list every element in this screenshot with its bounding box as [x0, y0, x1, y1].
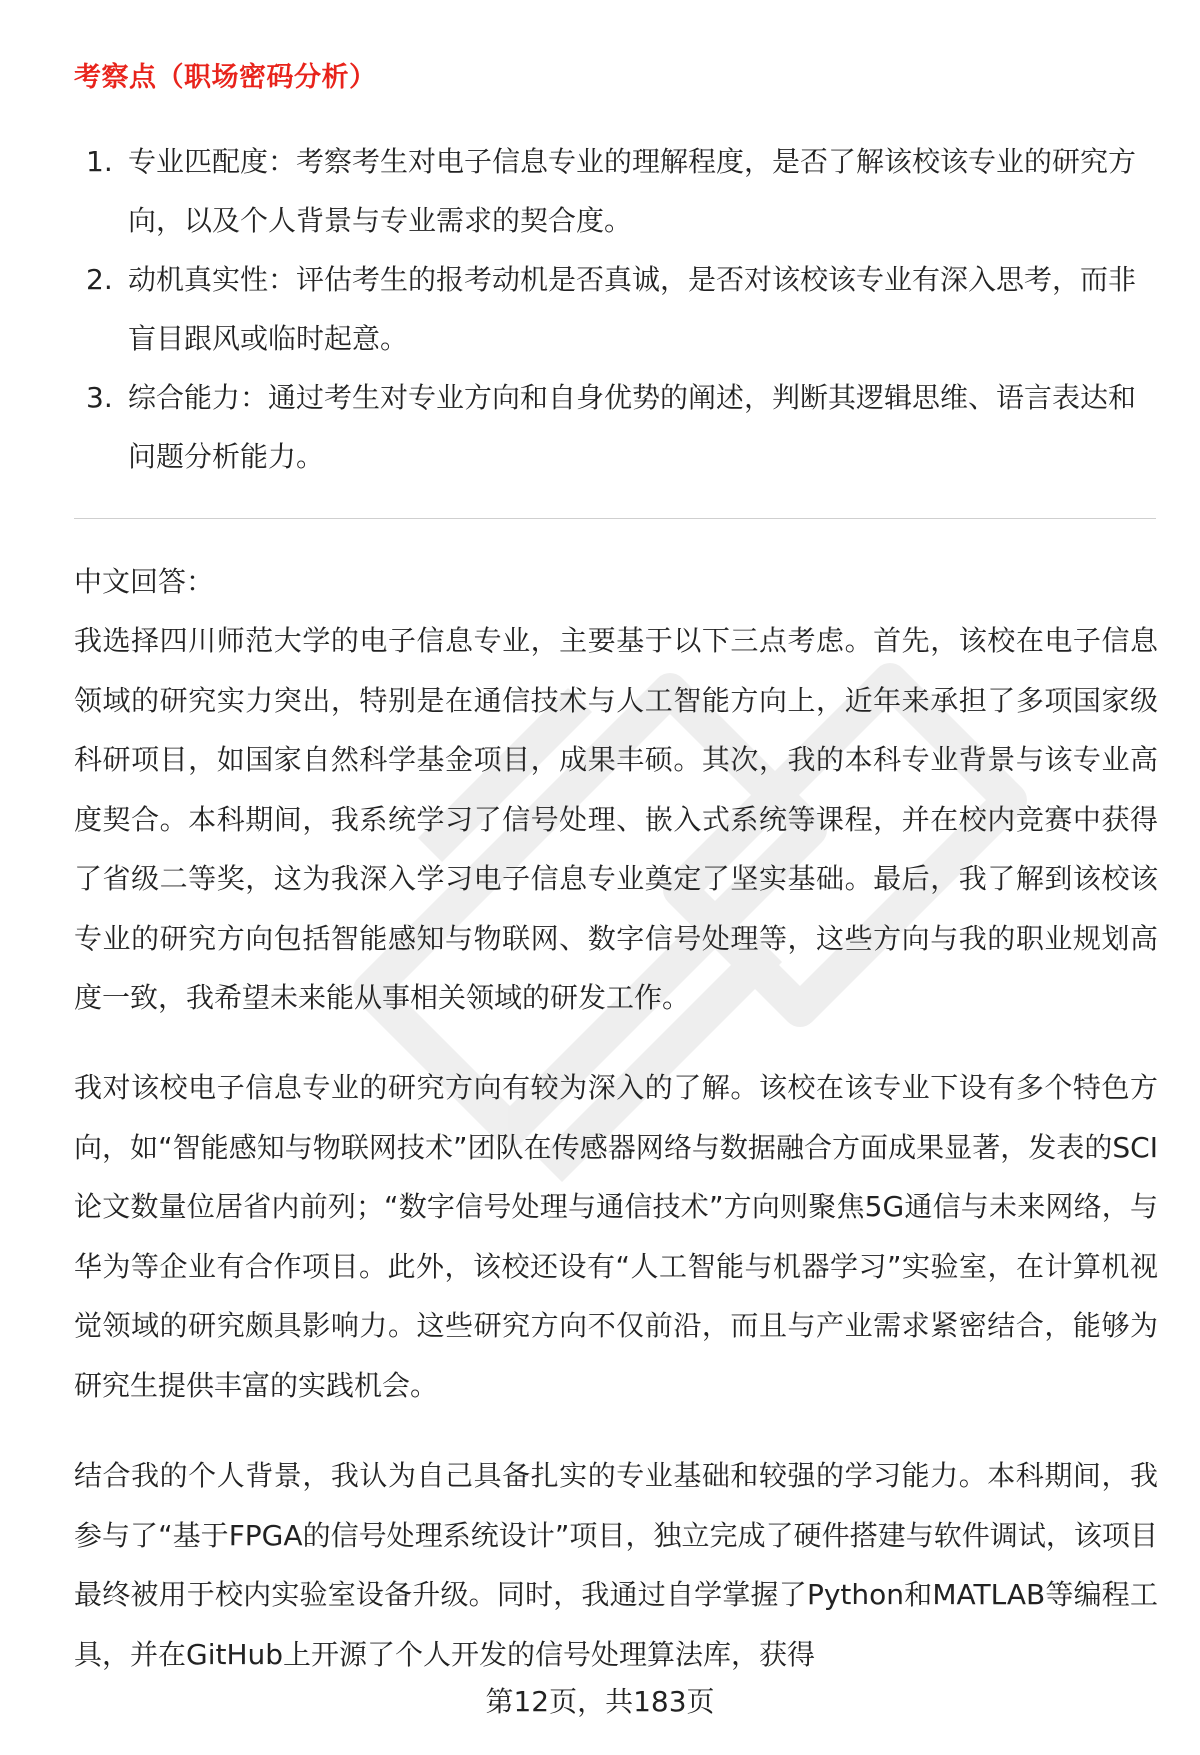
list-item-text: 综合能力：通过考生对专业方向和自身优势的阐述，判断其逻辑思维、语言表达和问题分析能力。 — [128, 381, 1137, 473]
list-item — [74, 368, 1154, 486]
answer-label: 中文回答： — [74, 565, 215, 598]
page-number-footer: 第12页，共183页 — [485, 1685, 715, 1718]
evaluation-points-list — [74, 132, 1154, 486]
list-item-number: 2. — [86, 263, 113, 296]
list-item-text: 专业匹配度：考察考生对电子信息专业的理解程度，是否了解该校该专业的研究方向，以及个人背景与专业需求的契合度。 — [128, 145, 1137, 237]
section-divider — [74, 518, 1156, 519]
section-heading: 考察点（职场密码分析） — [74, 62, 377, 93]
list-item — [74, 132, 1154, 250]
answer-paragraph: 我对该校电子信息专业的研究方向有较为深入的了解。该校在该专业下设有多个特色方向，如“智能感知与物联网技术”团队在传感器网络与数据融合方面成果显著，发表的SCI论文数量位居省内前列；“数字信号处理与通信技术”方向则聚焦5G通信与未来网络，与华为等企业有合作项目。此外，该校还设有“人工智能与机器学习”实验室，在计算机视觉领域的研究颇具影响力。这些研究方向不仅前沿，而且与产业需求紧密结合，能够为研究生提供丰富的实践机会。 — [74, 1071, 1158, 1402]
answer-paragraph: 结合我的个人背景，我认为自己具备扎实的专业基础和较强的学习能力。本科期间，我参与了“基于FPGA的信号处理系统设计”项目，独立完成了硬件搭建与软件调试，该项目最终被用于校内实验室设备升级。同时，我通过自学掌握了Python和MATLAB等编程工具，并在GitHub上开源了个人开发的信号处理算法库，获得 — [74, 1459, 1158, 1671]
list-item-number: 1. — [86, 145, 113, 178]
answer-paragraph: 我选择四川师范大学的电子信息专业，主要基于以下三点考虑。首先，该校在电子信息领域的研究实力突出，特别是在通信技术与人工智能方向上，近年来承担了多项国家级科研项目，如国家自然科学基金项目，成果丰硕。其次，我的本科专业背景与该专业高度契合。本科期间，我系统学习了信号处理、嵌入式系统等课程，并在校内竞赛中获得了省级二等奖，这为我深入学习电子信息专业奠定了坚实基础。最后，我了解到该校该专业的研究方向包括智能感知与物联网、数字信号处理等，这些方向与我的职业规划高度一致，我希望未来能从事相关领域的研发工作。 — [74, 624, 1158, 1014]
list-item-text: 动机真实性：评估考生的报考动机是否真诚，是否对该校该专业有深入思考，而非盲目跟风或临时起意。 — [128, 263, 1137, 355]
list-item — [74, 250, 1154, 368]
list-item-number: 3. — [86, 381, 113, 414]
